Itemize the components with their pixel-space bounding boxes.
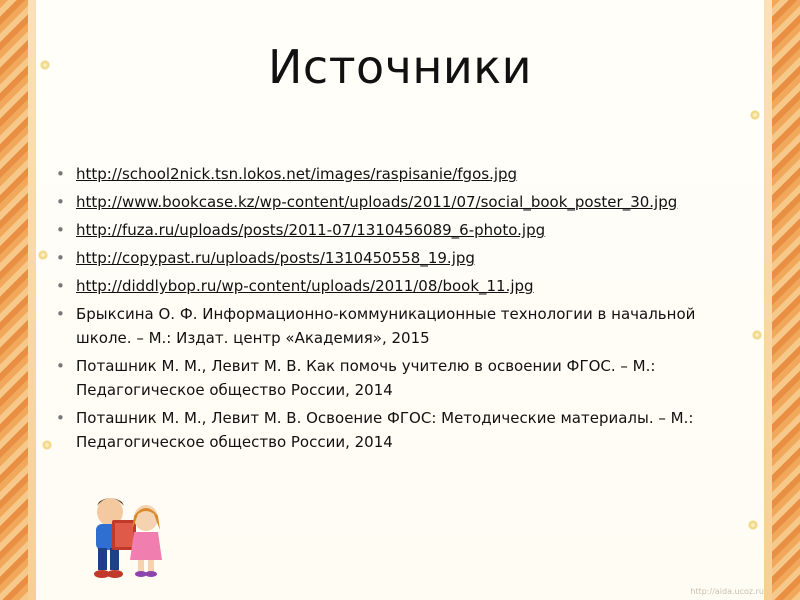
source-link[interactable]: http://fuza.ru/uploads/posts/2011-07/1310456089_6-photo.jpg	[76, 221, 546, 239]
girl-leg	[138, 560, 144, 572]
source-citation: Поташник М. М., Левит М. В. Как помочь учителю в освоении ФГОС. – М.: Педагогическое общество России, 2014	[76, 357, 656, 399]
slide-title: Источники	[268, 40, 532, 94]
watermark: http://aida.ucoz.ru	[690, 587, 764, 596]
boy-shoe	[107, 570, 123, 578]
source-link[interactable]: http://copypast.ru/uploads/posts/1310450558_19.jpg	[76, 249, 475, 267]
sources-section	[54, 162, 754, 458]
list-item	[54, 302, 754, 350]
list-item	[54, 406, 754, 454]
list-item	[54, 274, 754, 298]
boy-leg	[110, 548, 119, 570]
source-citation: Брыксина О. Ф. Информационно-коммуникационные технологии в начальной школе. – М.: Издат. центр «Академия», 2015	[76, 305, 696, 347]
list-item	[54, 162, 754, 186]
list-item	[54, 218, 754, 242]
sources-list	[54, 162, 754, 454]
source-citation: Поташник М. М., Левит М. В. Освоение ФГОС: Методические материалы. – М.: Педагогическое общество России, 2014	[76, 409, 694, 451]
girl-dress	[130, 532, 162, 560]
source-link[interactable]: http://diddlybop.ru/wp-content/uploads/2011/08/book_11.jpg	[76, 277, 534, 295]
children-with-book-icon	[82, 490, 172, 580]
girl-leg	[148, 560, 154, 572]
sparkle-icon	[42, 440, 52, 450]
source-link[interactable]: http://www.bookcase.kz/wp-content/uploads/2011/07/social_book_poster_30.jpg	[76, 193, 678, 211]
list-item	[54, 354, 754, 402]
girl-shoe	[145, 571, 157, 577]
sparkle-icon	[38, 250, 48, 260]
source-link[interactable]: http://school2nick.tsn.lokos.net/images/raspisanie/fgos.jpg	[76, 165, 518, 183]
list-item	[54, 190, 754, 214]
book-cover	[115, 523, 133, 547]
sparkle-icon	[750, 110, 760, 120]
boy-leg	[98, 548, 107, 570]
list-item	[54, 246, 754, 270]
sparkle-icon	[748, 520, 758, 530]
